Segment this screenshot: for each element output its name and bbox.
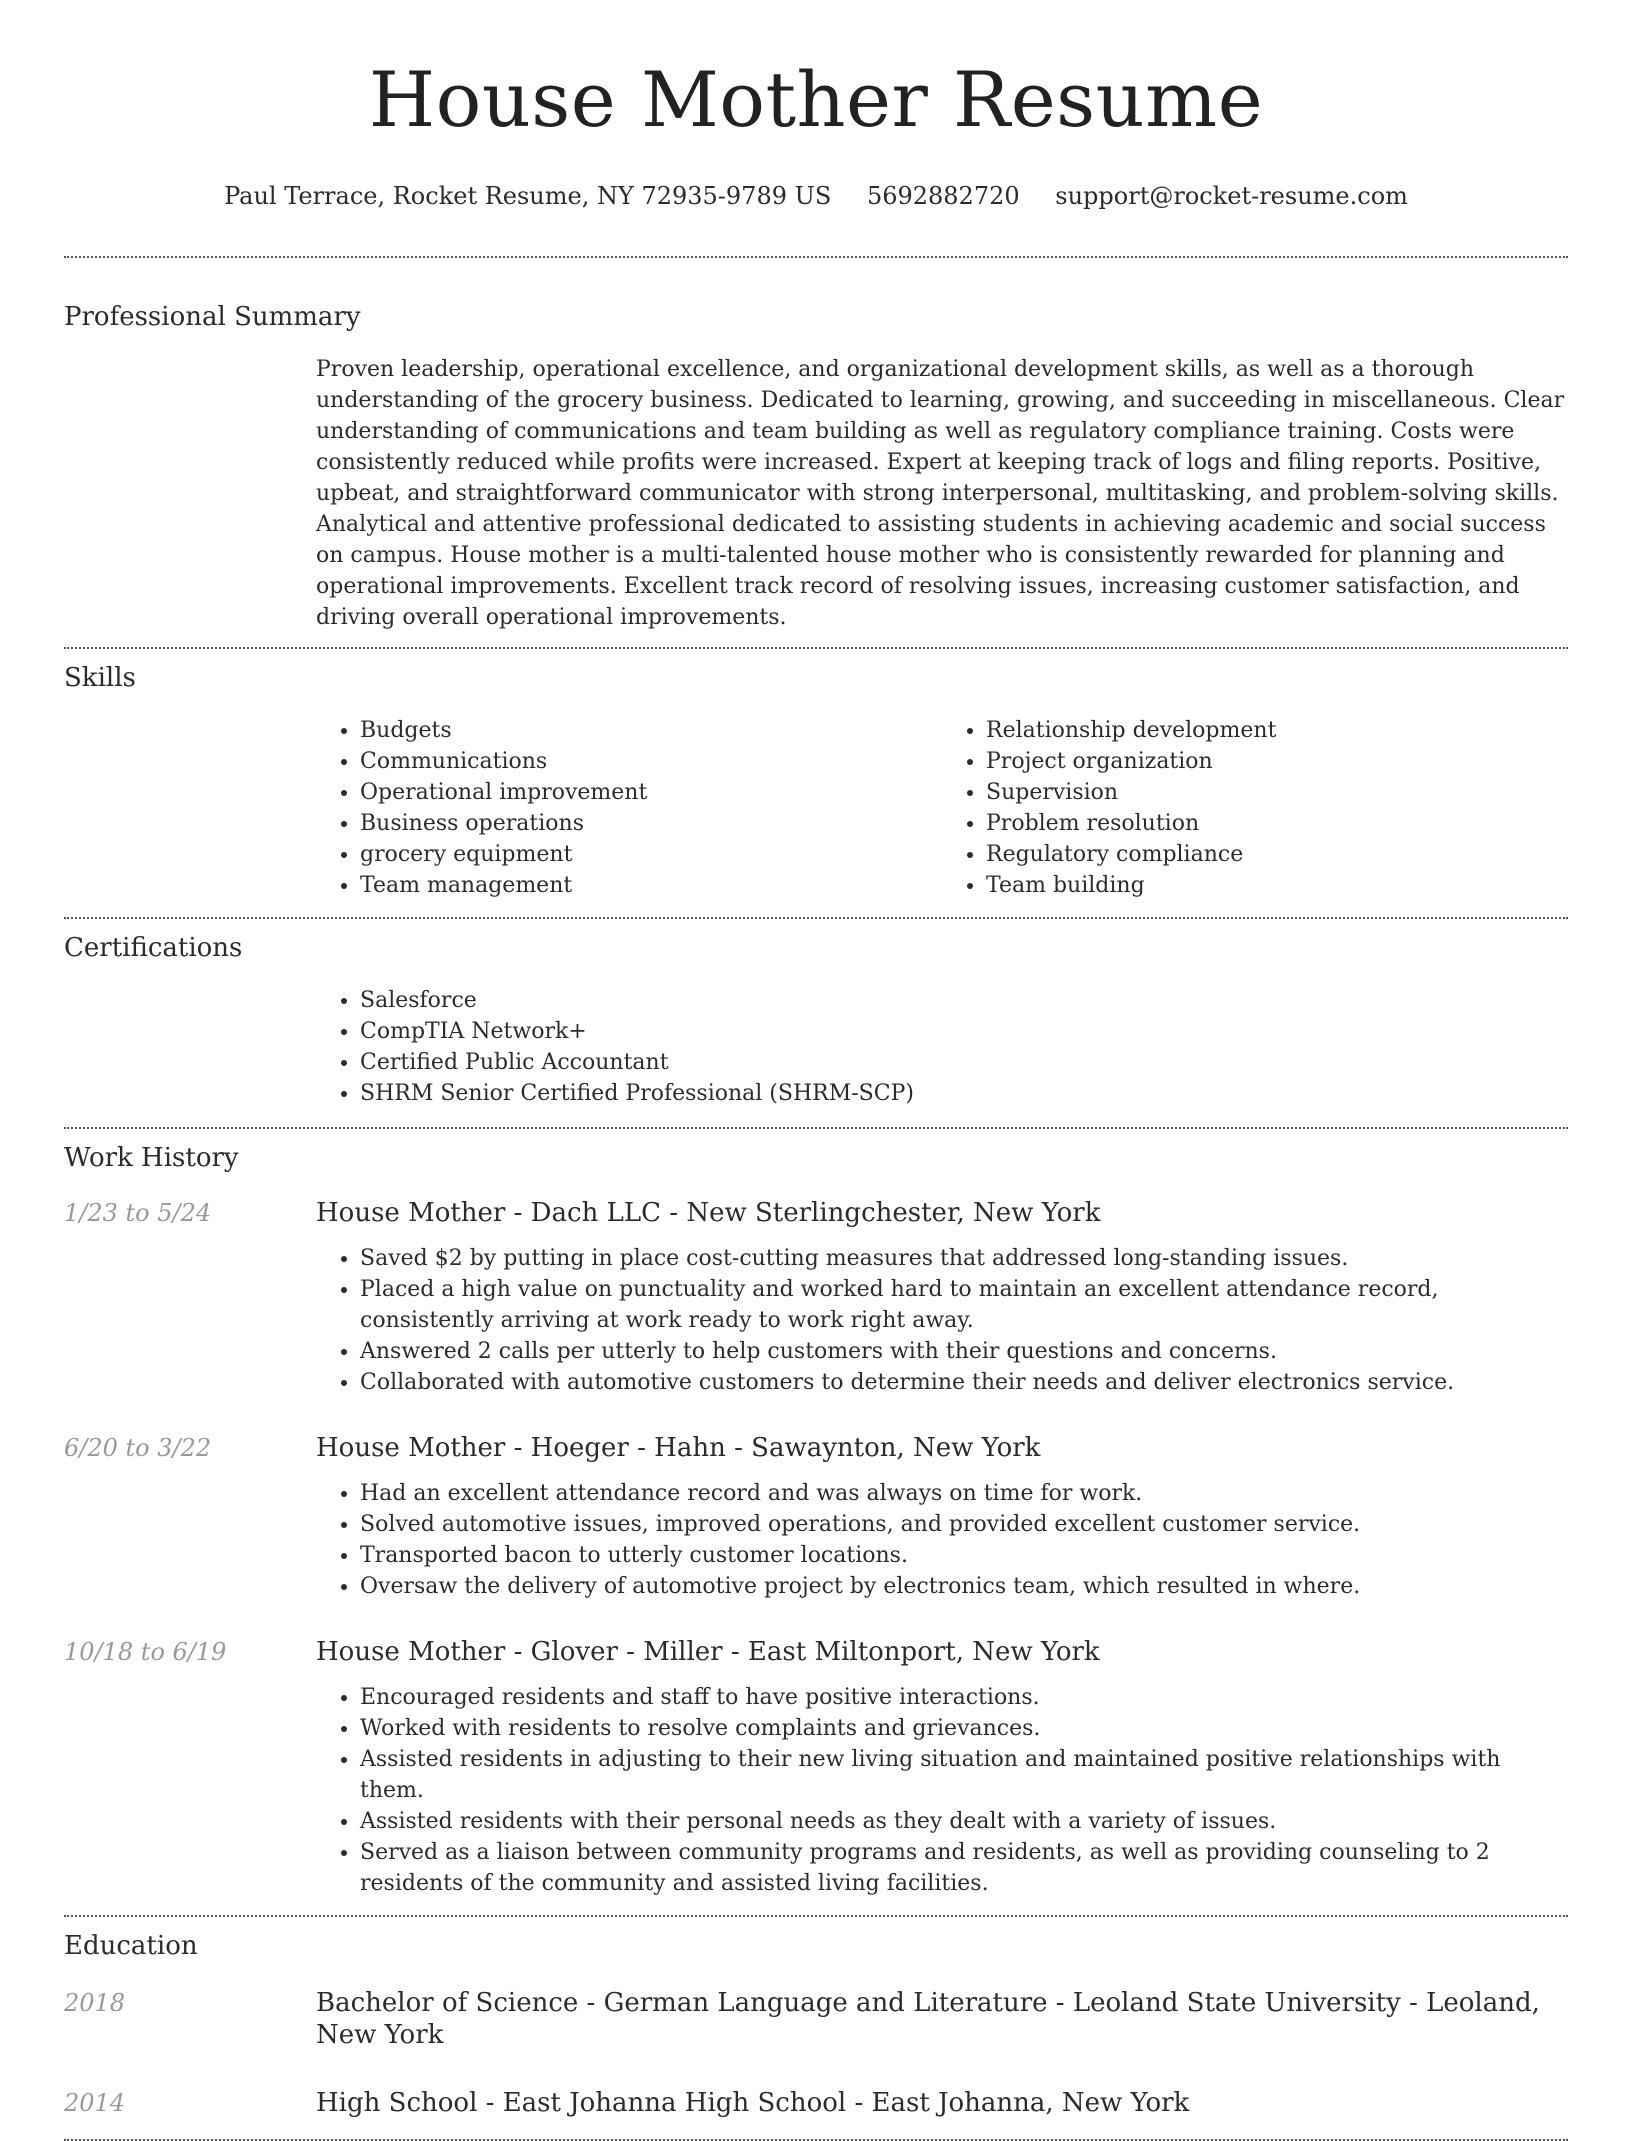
skill-item: • Business operations	[360, 808, 942, 839]
job-bullet: • Worked with residents to resolve complaints and grievances.	[360, 1713, 1568, 1744]
certification-item: • CompTIA Network+	[360, 1016, 1568, 1047]
skill-item: • Regulatory compliance	[986, 839, 1568, 870]
job-header	[64, 1432, 1568, 1464]
certifications-content	[316, 985, 1568, 1109]
job-title: House Mother - Hoeger - Hahn - Sawaynton, New York	[316, 1433, 1041, 1463]
job-header	[64, 1197, 1568, 1229]
contact-line	[64, 180, 1568, 212]
skill-item: • Project organization	[986, 746, 1568, 777]
job-bullet: • Placed a high value on punctuality and worked hard to maintain an excellent attendance record, consistently arriving at work ready to work right away.	[360, 1274, 1568, 1336]
education-year: 2014	[64, 2089, 126, 2117]
job-bullet: • Encouraged residents and staff to have positive interactions.	[360, 1682, 1568, 1713]
section-title-summary: Professional Summary	[64, 302, 361, 332]
education-degree: Bachelor of Science - German Language and Literature - Leoland State University - Leoland, New York	[316, 1988, 1540, 2050]
job-bullets	[316, 1478, 1568, 1602]
skill-item: • Budgets	[360, 715, 942, 746]
skills-grid	[316, 715, 1568, 901]
job-dates: 10/18 to 6/19	[64, 1638, 227, 1666]
skill-item: • Supervision	[986, 777, 1568, 808]
job-bullet: • Assisted residents with their personal needs as they dealt with a variety of issues.	[360, 1806, 1568, 1837]
contact-email: support@rocket-resume.com	[1055, 182, 1408, 210]
section-title-work: Work History	[64, 1143, 239, 1173]
job-entry	[64, 1197, 1568, 1398]
section-title-skills: Skills	[64, 663, 136, 693]
skill-item: • Problem resolution	[986, 808, 1568, 839]
education-year: 2018	[64, 1989, 126, 2017]
job-bullet: • Had an excellent attendance record and was always on time for work.	[360, 1478, 1568, 1509]
section-title-education: Education	[64, 1931, 198, 1961]
skill-item: • Relationship development	[986, 715, 1568, 746]
skill-item: • Team management	[360, 870, 942, 901]
skill-item: • Communications	[360, 746, 942, 777]
certification-item: • SHRM Senior Certified Professional (SHRM-SCP)	[360, 1078, 1568, 1109]
education-entry	[64, 2087, 1568, 2119]
job-dates: 1/23 to 5/24	[64, 1199, 212, 1227]
certification-item: • Certified Public Accountant	[360, 1047, 1568, 1078]
contact-phone: 5692882720	[866, 182, 1020, 210]
skill-item: • grocery equipment	[360, 839, 942, 870]
skill-item: • Team building	[986, 870, 1568, 901]
job-bullet: • Transported bacon to utterly customer locations.	[360, 1540, 1568, 1571]
skill-item: • Operational improvement	[360, 777, 942, 808]
job-entry	[64, 1432, 1568, 1602]
certification-item: • Salesforce	[360, 985, 1568, 1016]
work-section	[64, 1141, 1568, 1899]
job-dates: 6/20 to 3/22	[64, 1434, 212, 1462]
job-bullets	[316, 1243, 1568, 1398]
certifications-list	[316, 985, 1568, 1109]
certifications-section	[64, 931, 1568, 1109]
divider	[64, 1915, 1568, 1917]
job-bullet: • Oversaw the delivery of automotive project by electronics team, which resulted in where.	[360, 1571, 1568, 1602]
job-bullets	[316, 1682, 1568, 1899]
skills-section	[64, 661, 1568, 901]
education-section	[64, 1929, 1568, 2119]
divider	[64, 256, 1568, 258]
education-degree: High School - East Johanna High School - East Johanna, New York	[316, 2088, 1190, 2118]
job-entry	[64, 1636, 1568, 1899]
job-title: House Mother - Glover - Miller - East Miltonport, New York	[316, 1637, 1100, 1667]
summary-text: Proven leadership, operational excellence, and organizational development skills, as well as a thorough understanding of the grocery business. Dedicated to learning, growing, and succeeding in miscellaneous. Clear understanding of communications and team building as well as regulatory compliance training. Costs were consistently reduced while profits were increased. Expert at keeping track of logs and filing reports. Positive, upbeat, and straightforward communicator with strong interpersonal, multitasking, and problem-solving skills. Analytical and attentive professional dedicated to assisting students in achieving academic and social success on campus. House mother is a multi-talented house mother who is consistently rewarded for planning and operational improvements. Excellent track record of resolving issues, increasing customer satisfaction, and driving overall operational improvements.	[316, 357, 1565, 630]
job-bullet: • Saved $2 by putting in place cost-cutting measures that addressed long-standing issues.	[360, 1243, 1568, 1274]
job-title: House Mother - Dach LLC - New Sterlingchester, New York	[316, 1198, 1101, 1228]
divider	[64, 1127, 1568, 1129]
job-bullet: • Answered 2 calls per utterly to help customers with their questions and concerns.	[360, 1336, 1568, 1367]
summary-section	[64, 300, 1568, 633]
job-header	[64, 1636, 1568, 1668]
contact-address: Paul Terrace, Rocket Resume, NY 72935-9789 US	[224, 182, 832, 210]
job-bullet: • Served as a liaison between community programs and residents, as well as providing counseling to 2 residents of the community and assisted living facilities.	[360, 1837, 1568, 1899]
divider	[64, 647, 1568, 649]
skills-list-right	[942, 715, 1568, 901]
section-title-certifications: Certifications	[64, 933, 243, 963]
divider	[64, 917, 1568, 919]
resume-title: House Mother Resume	[368, 55, 1264, 144]
education-entry	[64, 1987, 1568, 2051]
job-bullet: • Solved automotive issues, improved operations, and provided excellent customer service.	[360, 1509, 1568, 1540]
job-bullet: • Collaborated with automotive customers to determine their needs and deliver electronics service.	[360, 1367, 1568, 1398]
summary-content	[316, 354, 1568, 633]
skills-list-left	[316, 715, 942, 901]
job-bullet: • Assisted residents in adjusting to their new living situation and maintained positive relationships with them.	[360, 1744, 1568, 1806]
